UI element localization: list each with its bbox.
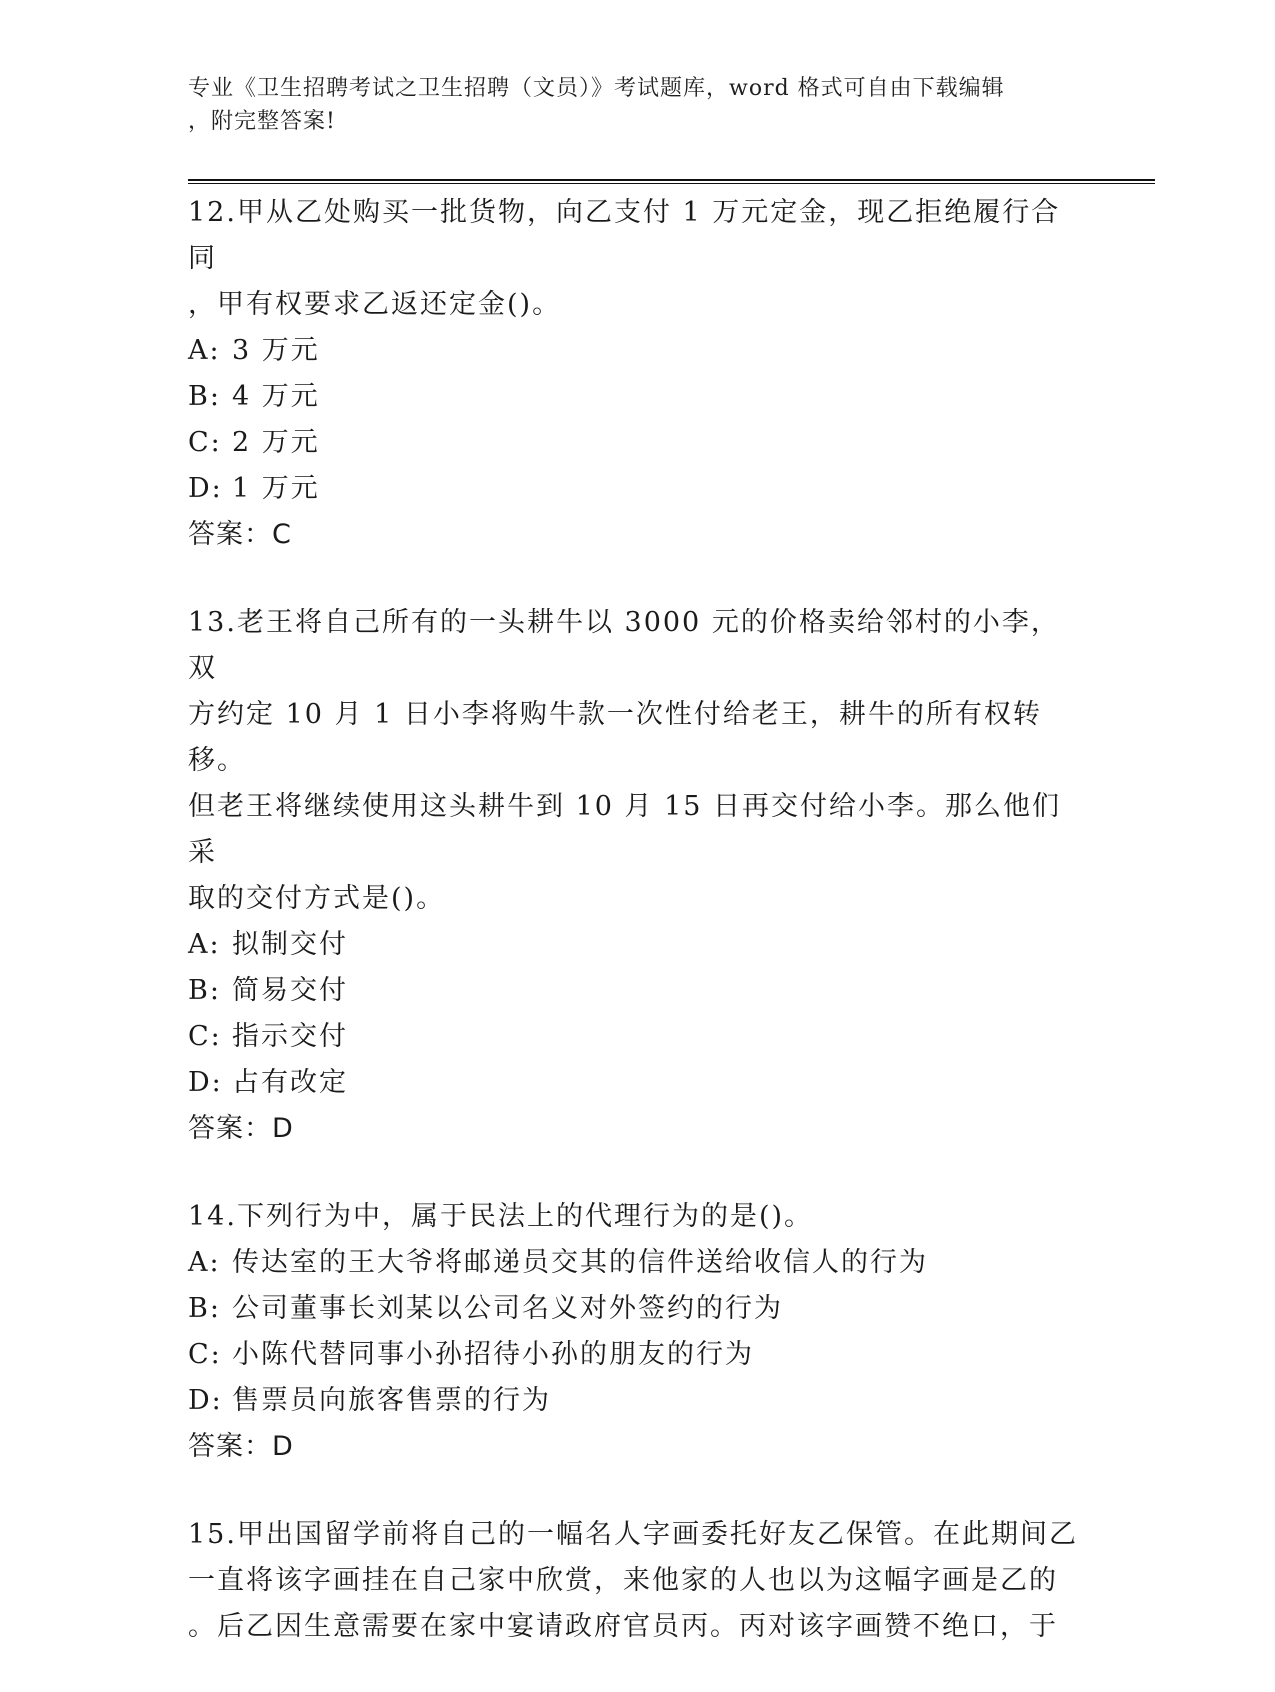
question-12 [188,190,1088,558]
option-text: 传达室的王大爷将邮递员交其的信件送给收信人的行为 [232,1247,928,1278]
document-header [188,72,1088,138]
option-d [188,466,1088,512]
option-label: B: [188,1293,221,1324]
question-text-line: 14.下列行为中，属于民法上的代理行为的是()。 [188,1201,814,1232]
question-14 [188,1194,1088,1470]
option-label: D: [188,1067,223,1098]
question-text-line: 。后乙因生意需要在家中宴请政府官员丙。丙对该字画赞不绝口，于 [188,1611,1058,1642]
option-a [188,922,1088,968]
question-text-line: 一直将该字画挂在自己家中欣赏，来他家的人也以为这幅字画是乙的 [188,1565,1058,1596]
option-label: C: [188,1021,222,1052]
option-label: C: [188,427,222,458]
question-text-line: ，甲有权要求乙返还定金()。 [188,289,562,320]
question-text-line: 13.老王将自己所有的一头耕牛以 3000 元的价格卖给邻村的小李，双 [188,607,1060,684]
option-a [188,328,1088,374]
option-text: 售票员向旅客售票的行为 [232,1385,551,1416]
question-text-line: 取的交付方式是()。 [188,883,446,914]
option-label: D: [188,473,223,504]
option-text: 公司董事长刘某以公司名义对外签约的行为 [232,1293,783,1324]
answer-line: 答案：D [188,1431,294,1462]
option-text: 4 万元 [232,381,320,412]
option-text: 小陈代替同事小孙招待小孙的朋友的行为 [232,1339,754,1370]
question-text-line: 方约定 10 月 1 日小李将购牛款一次性付给老王，耕牛的所有权转移。 [188,699,1042,776]
option-a [188,1240,1088,1286]
option-d [188,1378,1088,1424]
option-text: 1 万元 [232,473,320,504]
option-label: A: [188,1247,221,1278]
option-label: B: [188,381,221,412]
option-b [188,374,1088,420]
question-text-line: 15.甲出国留学前将自己的一幅名人字画委托好友乙保管。在此期间乙 [188,1519,1078,1550]
option-label: C: [188,1339,222,1370]
option-label: D: [188,1385,223,1416]
option-c [188,1014,1088,1060]
question-list [188,190,1088,1692]
answer-line: 答案：C [188,519,292,550]
option-text: 指示交付 [232,1021,348,1052]
option-text: 占有改定 [232,1067,348,1098]
option-text: 2 万元 [232,427,320,458]
answer-line: 答案：D [188,1113,294,1144]
option-text: 简易交付 [232,975,348,1006]
option-b [188,968,1088,1014]
question-13 [188,600,1088,1152]
option-label: A: [188,929,221,960]
option-text: 3 万元 [232,335,320,366]
option-label: B: [188,975,221,1006]
option-c [188,420,1088,466]
option-b [188,1286,1088,1332]
header-divider [188,179,1155,184]
question-15 [188,1512,1088,1650]
question-text-line: 但老王将继续使用这头耕牛到 10 月 15 日再交付给小李。那么他们采 [188,791,1062,868]
option-d [188,1060,1088,1106]
question-text-line: 12.甲从乙处购买一批货物，向乙支付 1 万元定金，现乙拒绝履行合同 [188,197,1061,274]
option-text: 拟制交付 [232,929,348,960]
option-label: A: [188,335,221,366]
header-line-2: ，附完整答案! [188,109,336,134]
header-line-1: 专业《卫生招聘考试之卫生招聘（文员）》考试题库，word 格式可自由下载编辑 [188,76,1005,101]
option-c [188,1332,1088,1378]
